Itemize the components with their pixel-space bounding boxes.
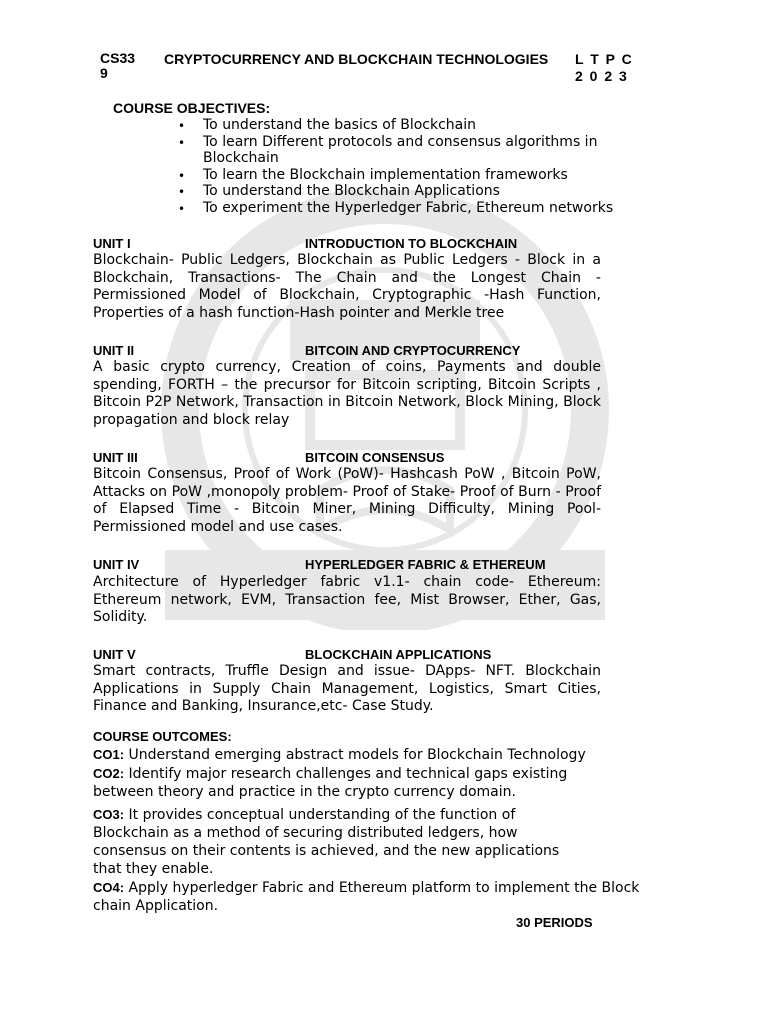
unit-5-title: BLOCKCHAIN APPLICATIONS bbox=[305, 647, 492, 662]
course-title: CRYPTOCURRENCY AND BLOCKCHAIN TECHNOLOGIES bbox=[164, 51, 549, 67]
bullet-icon: • bbox=[178, 119, 186, 133]
unit-2-title: BITCOIN AND CRYPTOCURRENCY bbox=[305, 343, 521, 358]
unit-4-title: HYPERLEDGER FABRIC & ETHEREUM bbox=[305, 557, 546, 572]
outcome-label: CO4: bbox=[93, 880, 125, 895]
list-item: • To learn the Blockchain implementation frameworks bbox=[178, 166, 568, 183]
outcome-label: CO1: bbox=[93, 747, 125, 762]
objectives-heading: COURSE OBJECTIVES: bbox=[113, 100, 271, 116]
outcome-label: CO3: bbox=[93, 807, 125, 822]
list-item: • To experiment the Hyperledger Fabric, Ethereum networks bbox=[178, 199, 614, 216]
ltpc-labels: L T P C bbox=[575, 51, 634, 67]
unit-5-content: Smart contracts, Truffle Design and issue- DApps- NFT. Blockchain Applications in Supply Chain Management, Logistics, Smart Cities, Finance and Banking, Insurance,etc- Case Study. bbox=[93, 663, 601, 715]
outcome-co2: CO2: Identify major research challenges and technical gaps existing between theory and practice in the crypto currency domain. bbox=[93, 766, 568, 800]
bullet-icon: • bbox=[178, 168, 186, 183]
objectives-list bbox=[178, 117, 628, 216]
course-code: CS33 9 bbox=[100, 50, 136, 81]
unit-1-label: UNIT I bbox=[93, 236, 131, 251]
unit-4-label: UNIT IV bbox=[93, 557, 140, 572]
outcome-co4: CO4: Apply hyperledger Fabric and Ethereum platform to implement the Block chain Application. bbox=[93, 880, 640, 914]
outcome-label: CO2: bbox=[93, 766, 125, 781]
ltpc-values: 2 0 2 3 bbox=[575, 68, 629, 84]
unit-3-label: UNIT III bbox=[93, 450, 138, 465]
bullet-icon: • bbox=[178, 185, 186, 199]
bullet-icon: • bbox=[178, 201, 186, 216]
outcome-co1: CO1: Understand emerging abstract models for Blockchain Technology bbox=[93, 747, 586, 763]
unit-3-title: BITCOIN CONSENSUS bbox=[305, 450, 445, 465]
unit-2-content: A basic crypto currency, Creation of coins, Payments and double spending, FORTH – the precursor for Bitcoin scripting, Bitcoin Scripts , Bitcoin P2P Network, Transaction in Bitcoin Network, Block Mining, Block propagation and block relay bbox=[93, 359, 601, 429]
outcome-co3: CO3: It provides conceptual understanding of the function of Blockchain as a method of securing distributed ledgers, how consensus on their contents is achieved, and the new applications that they enable. bbox=[93, 807, 560, 877]
unit-1-title: INTRODUCTION TO BLOCKCHAIN bbox=[305, 236, 518, 251]
unit-4-content: Architecture of Hyperledger fabric v1.1- chain code- Ethereum: Ethereum network, EVM, Transaction fee, Mist Browser, Ether, Gas, Solidity. bbox=[93, 574, 601, 626]
total-periods: 30 PERIODS bbox=[516, 915, 593, 930]
list-item: • To understand the basics of Blockchain bbox=[178, 117, 476, 133]
bullet-icon: • bbox=[178, 135, 186, 150]
unit-5-label: UNIT V bbox=[93, 647, 136, 662]
unit-1-content: Blockchain- Public Ledgers, Blockchain as Public Ledgers - Block in a Blockchain, Transactions- The Chain and the Longest Chain - Permissioned Model of Blockchain, Cryptographic -Hash Function, Properties of a hash function-Hash pointer and Merkle tree bbox=[93, 252, 601, 322]
list-item: • To learn Different protocols and consensus algorithms in Blockchain bbox=[178, 133, 598, 166]
ltpc-block bbox=[575, 51, 633, 85]
unit-2-label: UNIT II bbox=[93, 343, 135, 358]
unit-3-content: Bitcoin Consensus, Proof of Work (PoW)- Hashcash PoW , Bitcoin PoW, Attacks on PoW ,monopoly problem- Proof of Stake- Proof of Burn - Proof of Elapsed Time - Bitcoin Miner, Mining Difficulty, Mining Pool-Permissioned model and use cases. bbox=[93, 466, 601, 536]
outcomes-heading: COURSE OUTCOMES: bbox=[93, 729, 232, 744]
list-item: • To understand the Blockchain Applications bbox=[178, 183, 500, 199]
